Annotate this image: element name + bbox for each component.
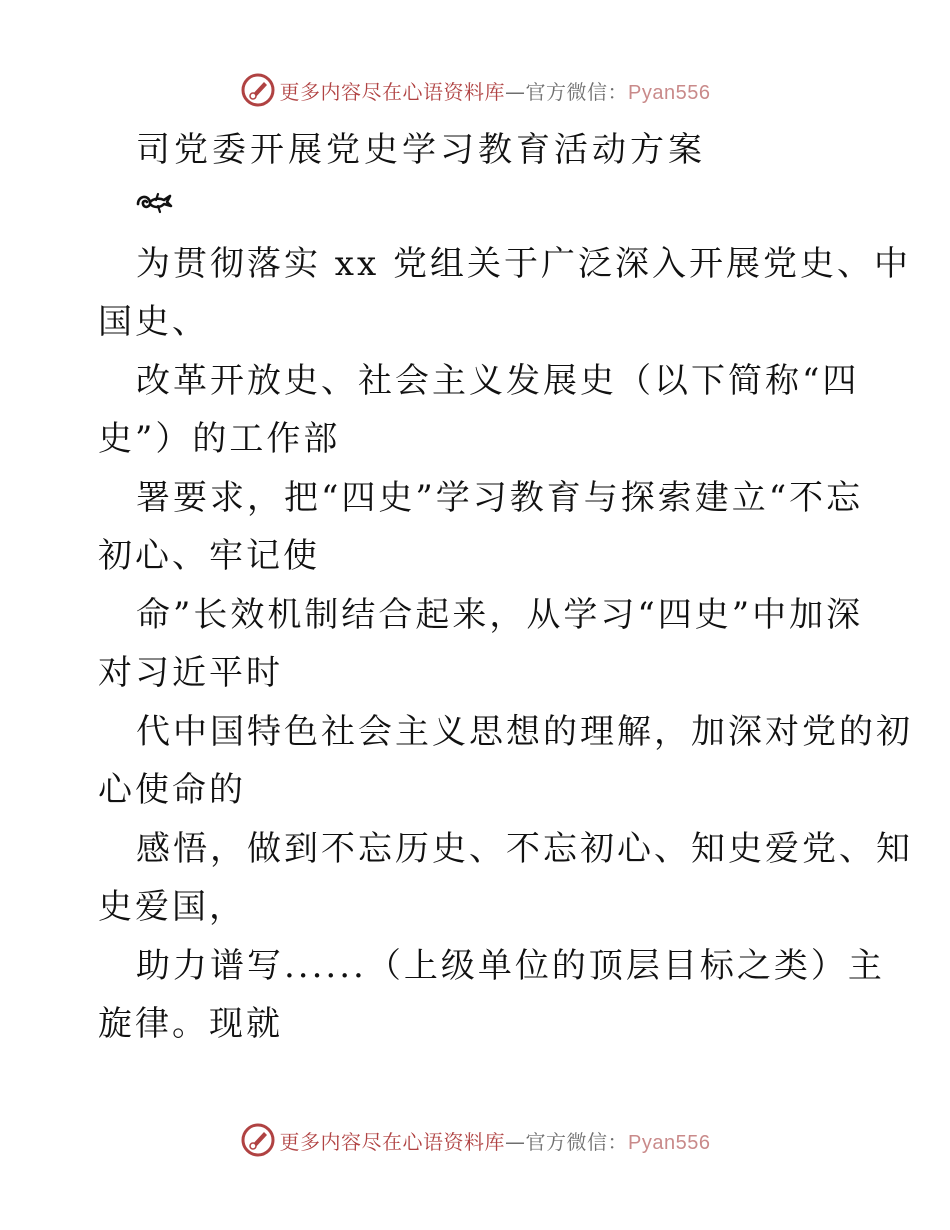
body-line-9: 代中国特色社会主义思想的理解，加深对党的初: [136, 712, 913, 752]
body-line-4: 史”）的工作部: [98, 419, 341, 459]
seal-logo-icon: [240, 72, 276, 108]
header-watermark: [0, 70, 950, 110]
body-line-12: 史爱国，: [98, 887, 246, 927]
body-line-3: 改革开放史、社会主义发展史（以下简称“四: [136, 361, 860, 401]
body-line-8: 对习近平时: [98, 653, 283, 693]
body-line-14: 旋律。现就: [98, 1004, 283, 1044]
body-line-7: 命”长效机制结合起来，从学习“四史”中加深: [136, 595, 864, 635]
watermark-text: 更多内容尽在心语资料库: [279, 79, 506, 104]
body-line-6: 初心、牢记使: [98, 536, 320, 576]
watermark-wechat-label: 官方微信：: [525, 1129, 629, 1154]
seal-logo-icon: [240, 1122, 276, 1158]
ornament-icon: [134, 190, 174, 216]
watermark-dash: —: [505, 1129, 526, 1154]
watermark-wechat-id: Pyan556: [628, 1131, 711, 1154]
body-line-10: 心使命的: [98, 770, 246, 810]
watermark-text: 更多内容尽在心语资料库: [279, 1129, 506, 1154]
body-line-1: 为贯彻落实 xx 党组关于广泛深入开展党史、中: [136, 244, 911, 284]
watermark-dash: —: [505, 79, 526, 104]
footer-watermark: [0, 1120, 950, 1160]
body-line-5: 署要求，把“四史”学习教育与探索建立“不忘: [136, 478, 864, 518]
body-line-2: 国史、: [98, 302, 209, 342]
watermark-wechat-id: Pyan556: [628, 81, 711, 104]
document-title: 司党委开展党史学习教育活动方案: [136, 130, 706, 170]
body-line-13: 助力谱写......（上级单位的顶层目标之类）主: [136, 946, 885, 986]
body-line-11: 感悟，做到不忘历史、不忘初心、知史爱党、知: [136, 829, 913, 869]
watermark-wechat-label: 官方微信：: [525, 79, 629, 104]
